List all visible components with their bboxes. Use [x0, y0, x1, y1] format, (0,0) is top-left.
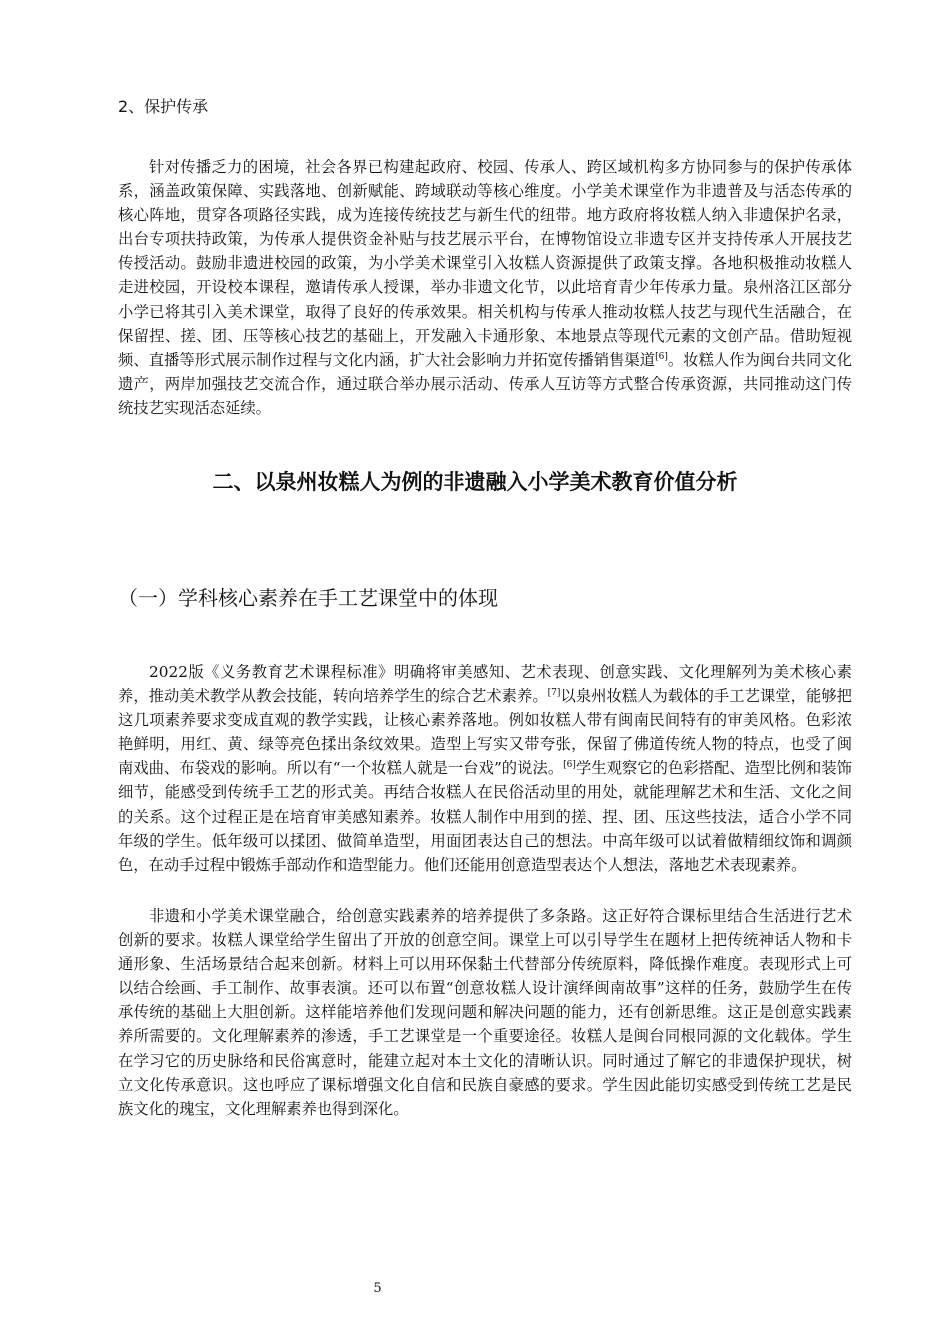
section-heading: （一）学科核心素养在手工艺课堂中的体现	[118, 586, 498, 610]
paragraph-text: 以泉州妆糕人为载体的手工艺课堂，能够把这几项素养要求变成直观的教学实践，让核心素养落地。例如妆糕人带有闽南民间特有的审美风格。色彩浓艳鲜明，用红、黄、绿等亮色揉出条纹效果。造型上写实又带夸张，保留了佛道传统人物的特点，也受了闽南戏曲、布袋戏的影响。所以有“一个妆糕人就是一台戏”的说法。	[118, 687, 852, 778]
paragraph-text: 。妆糕人作为闽台共同文化遗产，两岸加强技艺交流合作，通过联合举办展示活动、传承人互访等方式整合传承资源，共同推动这门传统技艺实现活态延续。	[118, 350, 852, 417]
paragraph-protection	[118, 155, 852, 420]
paragraph-text: 针对传播乏力的困境，社会各界已构建起政府、校园、传承人、跨区域机构多方协同参与的保护传承体系，涵盖政策保障、实践落地、创新赋能、跨域联动等核心维度。小学美术课堂作为非遗普及与活态传承的核心阵地，贯穿各项路径实践，成为连接传统技艺与新生代的纽带。地方政府将妆糕人纳入非遗保护名录，出台专项扶持政策，为传承人提供资金补贴与技艺展示平台，在博物馆设立非遗专区并支持传承人开展技艺传授活动。鼓励非遗进校园的政策，为小学美术课堂引入妆糕人资源提供了政策支撑。各地积极推动妆糕人走进校园，开设校本课程，邀请传承人授课，举办非遗文化节，以此培育青少年传承力量。泉州洛江区部分小学已将其引入美术课堂，取得了良好的传承效果。相关机构与传承人推动妆糕人技艺与现代生活融合，在保留捏、搓、团、压等核心技艺的基础上，开发融入卡通形象、本地景点等现代元素的文创产品。借助短视频、直播等形式展示制作过程与文化内涵，扩大社会影响力并拓宽传播销售渠道	[118, 158, 852, 369]
citation: [6]	[563, 760, 576, 771]
paragraph-text: 学生观察它的色彩搭配、造型比例和装饰细节，能感受到传统手工艺的形式美。再结合妆糕人在民俗活动里的用处，就能理解艺术和生活、文化之间的关系。这个过程正是在培育审美感知素养。妆糕人制作中用到的搓、捏、团、压这些技法，适合小学不同年级的学生。低年级可以揉团、做简单造型，用面团表达自己的想法。中高年级可以试着做精细纹饰和调颜色，在动手过程中锻炼手部动作和造型能力。他们还能用创意造型表达个人想法，落地艺术表现素养。	[118, 759, 852, 874]
paragraph-text: 2022版《义务教育艺术课程标准》明确将审美感知、艺术表现、创意实践、文化理解列为美术核心素养，推动美术教学从教会技能，转向培养学生的综合艺术素养。	[118, 663, 852, 706]
citation: [7]	[547, 688, 561, 698]
paragraph-core-literacy	[118, 660, 852, 877]
subheading: 2、保护传承	[118, 97, 209, 116]
paragraph-creative-practice: 非遗和小学美术课堂融合，给创意实践素养的培养提供了多条路。这正好符合课标里结合生活进行艺术创新的要求。妆糕人课堂给学生留出了开放的创意空间。课堂上可以引导学生在题材上把传统神话人物和卡通形象、生活场景结合起来创新。材料上可以用环保黏土代替部分传统原料，降低操作难度。表现形式上可以结合绘画、手工制作、故事表演。还可以布置“创意妆糕人设计演绎闽南故事”这样的任务，鼓励学生在传承传统的基础上大胆创新。这样能培养他们发现问题和解决问题的能力，还有创新思维。这正是创意实践素养所需要的。文化理解素养的渗透，手工艺课堂是一个重要途径。妆糕人是闽台同根同源的文化载体。学生在学习它的历史脉络和民俗寓意时，能建立起对本土文化的清晰认识。同时通过了解它的非遗保护现状，树立文化传承意识。这也呼应了课标增强文化自信和民族自豪感的要求。学生因此能切实感受到传统工艺是民族文化的瑰宝，文化理解素养也得到深化。	[118, 907, 852, 1118]
citation: [6]	[655, 351, 668, 362]
page-number: 5	[373, 1281, 382, 1296]
chapter-heading: 二、以泉州妆糕人为例的非遗融入小学美术教育价值分析	[212, 470, 738, 494]
